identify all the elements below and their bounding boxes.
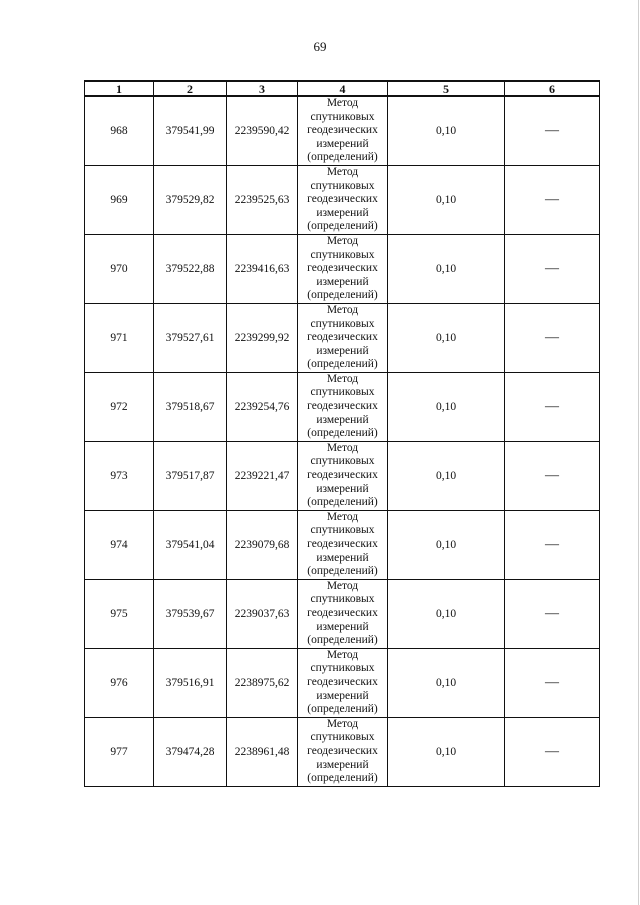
y-coordinate-cell: 2239079,68 [227, 510, 298, 579]
point-number-cell: 972 [85, 372, 154, 441]
method-line: геодезических [307, 331, 378, 344]
y-coordinate-cell: 2239254,76 [227, 372, 298, 441]
table-row [85, 96, 600, 165]
y-coordinate-cell: 2238975,62 [227, 648, 298, 717]
accuracy-cell: 0,10 [388, 648, 505, 717]
accuracy-cell: 0,10 [388, 303, 505, 372]
note-cell [505, 579, 600, 648]
dash-mark: — [545, 536, 559, 552]
method-cell [298, 648, 388, 717]
table-row [85, 579, 600, 648]
point-number-cell: 976 [85, 648, 154, 717]
table-row [85, 372, 600, 441]
method-line: (определений) [307, 220, 378, 233]
point-number-cell: 974 [85, 510, 154, 579]
method-line: геодезических [307, 400, 378, 413]
method-line: измерений [316, 689, 369, 702]
method-line: спутниковых [310, 248, 375, 261]
x-coordinate-cell: 379529,82 [154, 165, 227, 234]
method-line: измерений [316, 344, 369, 357]
method-line: (определений) [307, 772, 378, 785]
method-cell [298, 372, 388, 441]
dash-mark: — [545, 398, 559, 414]
column-header: 1 [85, 81, 154, 96]
point-number-cell: 969 [85, 165, 154, 234]
method-line: измерений [316, 413, 369, 426]
method-line: геодезических [307, 606, 378, 619]
note-cell [505, 372, 600, 441]
table-row [85, 441, 600, 510]
method-line: (определений) [307, 358, 378, 371]
table-row [85, 717, 600, 786]
table-row [85, 510, 600, 579]
point-number-cell: 970 [85, 234, 154, 303]
coordinates-table [84, 80, 600, 787]
method-line: измерений [316, 551, 369, 564]
method-line: (определений) [307, 703, 378, 716]
dash-mark: — [545, 191, 559, 207]
method-line: Метод [326, 303, 359, 316]
column-header: 4 [298, 81, 388, 96]
table-row [85, 234, 600, 303]
method-line: спутниковых [310, 593, 375, 606]
y-coordinate-cell: 2239221,47 [227, 441, 298, 510]
dash-mark: — [545, 743, 559, 759]
note-cell [505, 441, 600, 510]
method-line: Метод [326, 165, 359, 178]
method-line: спутниковых [310, 317, 375, 330]
method-line: геодезических [307, 124, 378, 137]
method-cell [298, 717, 388, 786]
note-cell [505, 648, 600, 717]
note-cell [505, 234, 600, 303]
method-line: (определений) [307, 634, 378, 647]
method-line: Метод [326, 717, 359, 730]
method-line: измерений [316, 620, 369, 633]
method-line: измерений [316, 482, 369, 495]
method-line: спутниковых [310, 179, 375, 192]
x-coordinate-cell: 379527,61 [154, 303, 227, 372]
table-row [85, 648, 600, 717]
method-cell [298, 234, 388, 303]
x-coordinate-cell: 379516,91 [154, 648, 227, 717]
method-cell [298, 165, 388, 234]
column-header: 3 [227, 81, 298, 96]
method-cell [298, 441, 388, 510]
method-line: геодезических [307, 193, 378, 206]
method-line: измерений [316, 137, 369, 150]
accuracy-cell: 0,10 [388, 96, 505, 165]
method-cell [298, 579, 388, 648]
method-line: измерений [316, 275, 369, 288]
accuracy-cell: 0,10 [388, 717, 505, 786]
note-cell [505, 96, 600, 165]
accuracy-cell: 0,10 [388, 165, 505, 234]
point-number-cell: 968 [85, 96, 154, 165]
method-cell [298, 510, 388, 579]
method-line: измерений [316, 758, 369, 771]
method-cell [298, 96, 388, 165]
method-line: спутниковых [310, 524, 375, 537]
dash-mark: — [545, 329, 559, 345]
page-number: 69 [313, 39, 327, 54]
x-coordinate-cell: 379539,67 [154, 579, 227, 648]
method-line: Метод [326, 648, 359, 661]
point-number-cell: 977 [85, 717, 154, 786]
accuracy-cell: 0,10 [388, 510, 505, 579]
column-header: 5 [388, 81, 505, 96]
x-coordinate-cell: 379541,99 [154, 96, 227, 165]
method-line: спутниковых [310, 662, 375, 675]
y-coordinate-cell: 2239525,63 [227, 165, 298, 234]
y-coordinate-cell: 2238961,48 [227, 717, 298, 786]
accuracy-cell: 0,10 [388, 234, 505, 303]
accuracy-cell: 0,10 [388, 372, 505, 441]
method-line: геодезических [307, 675, 378, 688]
method-line: Метод [326, 441, 359, 454]
note-cell [505, 510, 600, 579]
y-coordinate-cell: 2239299,92 [227, 303, 298, 372]
method-line: спутниковых [310, 386, 375, 399]
note-cell [505, 165, 600, 234]
point-number-cell: 971 [85, 303, 154, 372]
accuracy-cell: 0,10 [388, 441, 505, 510]
x-coordinate-cell: 379518,67 [154, 372, 227, 441]
note-cell [505, 303, 600, 372]
method-line: (определений) [307, 151, 378, 164]
column-header: 2 [154, 81, 227, 96]
method-line: геодезических [307, 538, 378, 550]
method-line: (определений) [307, 565, 378, 578]
method-line: геодезических [307, 469, 378, 482]
dash-mark: — [545, 122, 559, 138]
method-line: спутниковых [310, 110, 375, 123]
dash-mark: — [545, 260, 559, 276]
scan-edge [638, 0, 639, 905]
method-line: Метод [326, 579, 359, 592]
table-header-row [85, 81, 600, 96]
table-row [85, 165, 600, 234]
dash-mark: — [545, 605, 559, 621]
dash-mark: — [545, 674, 559, 690]
note-cell [505, 717, 600, 786]
table-row [85, 303, 600, 372]
column-header: 6 [505, 81, 600, 96]
x-coordinate-cell: 379474,28 [154, 717, 227, 786]
dash-mark: — [545, 467, 559, 483]
method-line: Метод [326, 510, 359, 523]
x-coordinate-cell: 379522,88 [154, 234, 227, 303]
method-line: (определений) [307, 289, 378, 302]
point-number-cell: 973 [85, 441, 154, 510]
x-coordinate-cell: 379517,87 [154, 441, 227, 510]
method-line: геодезических [307, 744, 378, 757]
method-line: спутниковых [310, 731, 375, 744]
method-line: геодезических [307, 262, 378, 275]
method-line: спутниковых [310, 455, 375, 468]
x-coordinate-cell: 379541,04 [154, 510, 227, 579]
method-line: измерений [316, 206, 369, 219]
accuracy-cell: 0,10 [388, 579, 505, 648]
y-coordinate-cell: 2239037,63 [227, 579, 298, 648]
y-coordinate-cell: 2239416,63 [227, 234, 298, 303]
method-cell [298, 303, 388, 372]
method-line: Метод [326, 97, 359, 109]
method-line: Метод [326, 372, 359, 385]
method-line: (определений) [307, 427, 378, 440]
point-number-cell: 975 [85, 579, 154, 648]
method-line: Метод [326, 234, 359, 247]
y-coordinate-cell: 2239590,42 [227, 96, 298, 165]
method-line: (определений) [307, 496, 378, 509]
table-body [85, 96, 600, 786]
